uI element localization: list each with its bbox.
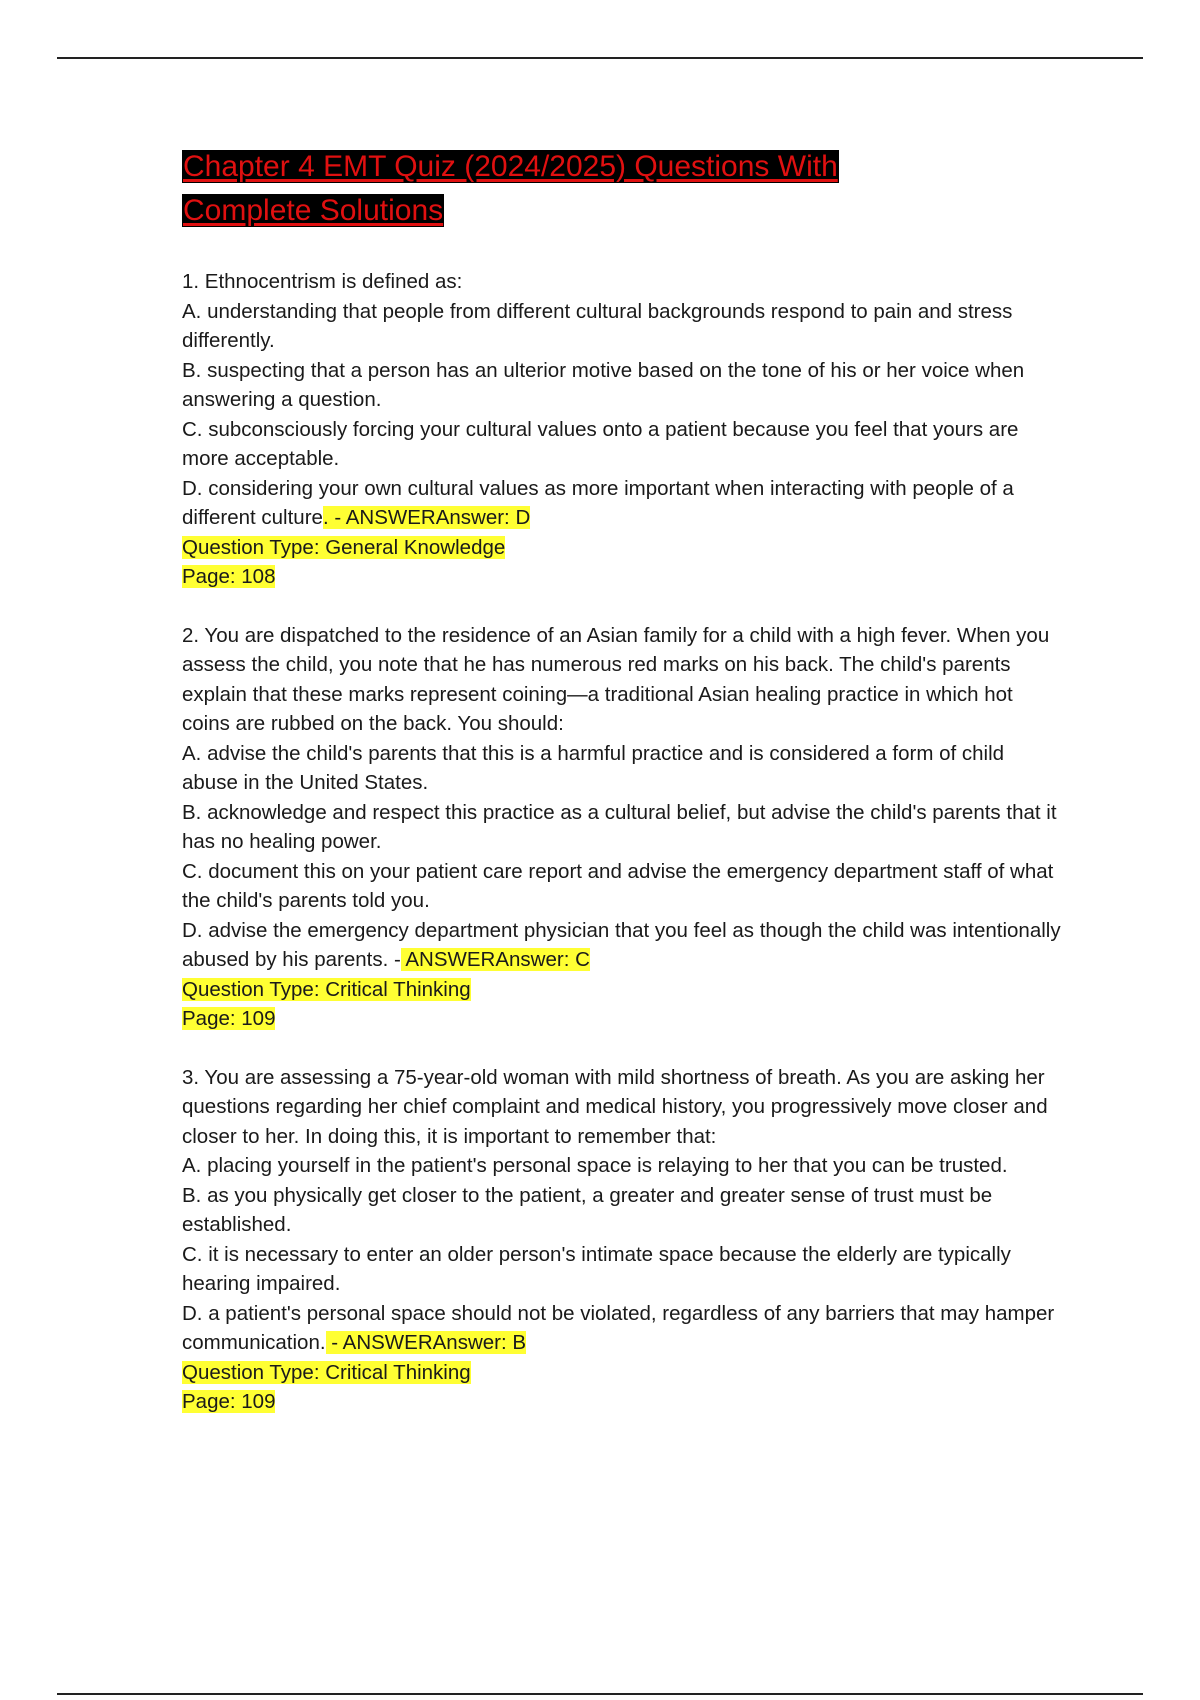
answer-option-text: D. a patient's personal space should not be violated, regardless of any barriers that may hamper communication.	[182, 1301, 1055, 1354]
answer-option-last	[182, 474, 1062, 533]
question-type: Question Type: Critical Thinking	[182, 977, 471, 1001]
question-type: Question Type: General Knowledge	[182, 535, 506, 559]
answer-key: . - ANSWERAnswer: D	[322, 506, 531, 529]
document-title	[182, 145, 1062, 233]
question-item	[182, 267, 1062, 592]
question-type-line	[182, 975, 1062, 1005]
document-body	[182, 145, 1062, 1446]
page-reference-line	[182, 562, 1062, 592]
answer-option: A. advise the child's parents that this is a harmful practice and is considered a form of child abuse in the United States.	[182, 741, 1005, 794]
page-reference: Page: 108	[182, 565, 276, 588]
answer-option: A. understanding that people from different cultural backgrounds respond to pain and stress differently.	[182, 299, 1013, 352]
answer-option: C. document this on your patient care report and advise the emergency department staff of what the child's parents told you.	[182, 859, 1054, 912]
question-item	[182, 621, 1062, 1034]
answer-key: - ANSWERAnswer: B	[325, 1331, 527, 1354]
answer-key: ANSWERAnswer: C	[400, 948, 590, 971]
answer-option: C. it is necessary to enter an older person's intimate space because the elderly are typically hearing impaired.	[182, 1242, 1011, 1295]
answer-option-last	[182, 1299, 1062, 1358]
question-stem: 3. You are assessing a 75-year-old woman with mild shortness of breath. As you are asking her questions regarding her chief complaint and medical history, you progressively move closer and closer to her. In doing this, it is important to remember that:	[182, 1065, 1048, 1148]
answer-option: B. as you physically get closer to the patient, a greater and greater sense of trust must be established.	[182, 1183, 993, 1236]
answer-option: B. acknowledge and respect this practice as a cultural belief, but advise the child's parents that it has no healing power.	[182, 800, 1057, 853]
question-stem: 1. Ethnocentrism is defined as:	[182, 270, 463, 293]
page-reference-line	[182, 1004, 1062, 1034]
question-item	[182, 1063, 1062, 1417]
answer-option-text: D. advise the emergency department physician that you feel as though the child was intentionally abused by his parents. -	[182, 918, 1061, 971]
answer-option-last	[182, 916, 1062, 975]
answer-option: C. subconsciously forcing your cultural values onto a patient because you feel that yours are more acceptable.	[182, 417, 1019, 470]
header-rule	[57, 57, 1143, 59]
page-reference: Page: 109	[182, 1390, 276, 1413]
question-type-line	[182, 533, 1062, 563]
title-line-2: Complete Solutions	[183, 194, 444, 227]
answer-option: A. placing yourself in the patient's personal space is relaying to her that you can be trusted.	[182, 1154, 1008, 1177]
question-stem: 2. You are dispatched to the residence of an Asian family for a child with a high fever. When you assess the child, you note that he has numerous red marks on his back. The child's parents explain that these marks represent coining—a traditional Asian healing practice in which hot coins are rubbed on the back. You should:	[182, 623, 1050, 735]
question-type: Question Type: Critical Thinking	[182, 1360, 471, 1384]
question-type-line	[182, 1358, 1062, 1388]
footer-rule	[57, 1693, 1143, 1695]
answer-option-text: D. considering your own cultural values as more important when interacting with people of a different culture	[182, 476, 1014, 529]
answer-option: B. suspecting that a person has an ulterior motive based on the tone of his or her voice when answering a question.	[182, 358, 1025, 411]
title-line-1: Chapter 4 EMT Quiz (2024/2025) Questions With	[183, 150, 838, 183]
page-reference: Page: 109	[182, 1007, 276, 1030]
page-reference-line	[182, 1387, 1062, 1417]
